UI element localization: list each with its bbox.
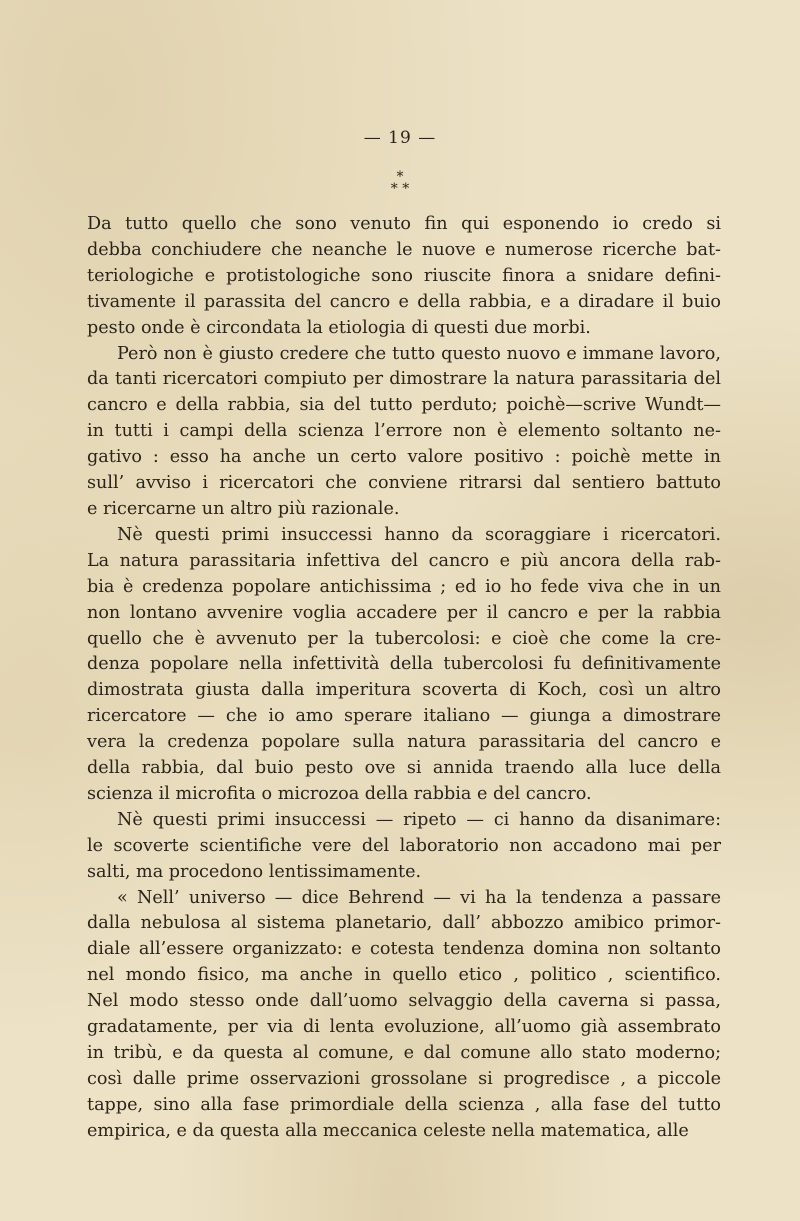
text-line: da tanti ricercatori compiuto per dimostrare la natura parassitaria del xyxy=(87,369,721,390)
text-line: bia è credenza popolare antichissima ; ed io ho fede viva che in un xyxy=(87,576,721,597)
text-line: salti, ma procedono lentissimamente. xyxy=(87,861,422,882)
text-line: pesto onde è circondata la etiologia di questi due morbi. xyxy=(87,317,591,338)
text-line: dimostrata giusta dalla imperitura scoverta di Koch, così un altro xyxy=(87,680,721,701)
text-line: Da tutto quello che sono venuto fin qui esponendo io credo si xyxy=(87,214,721,234)
text-line: e ricercarne un altro più razionale. xyxy=(87,498,400,519)
text-line: Nè questi primi insuccessi hanno da scoraggiare i ricercatori. xyxy=(117,524,721,545)
asterism-top: * xyxy=(396,169,404,185)
text-line: non lontano avvenire voglia accadere per il cancro e per la rabbia xyxy=(87,602,721,623)
text-line: teriologiche e protistologiche sono riuscite finora a snidare defini- xyxy=(87,265,721,286)
paragraph xyxy=(87,808,721,886)
asterism-bottom: * * xyxy=(390,181,410,197)
text-line: in tribù, e da questa al comune, e dal comune allo stato moderno; xyxy=(87,1043,721,1063)
text-line: Però non è giusto credere che tutto questo nuovo e immane lavoro, xyxy=(117,343,721,364)
text-line: denza popolare nella infettività della tubercolosi fu definitivamente xyxy=(87,654,721,675)
text-line: La natura parassitaria infettiva del cancro e più ancora della rab- xyxy=(87,550,721,571)
text-line: gradatamente, per via di lenta evoluzione, all’uomo già assembrato xyxy=(87,1017,721,1038)
body-text xyxy=(87,212,721,1145)
text-line: gativo : esso ha anche un certo valore positivo : poichè mette in xyxy=(87,447,721,468)
text-line: Nè questi primi insuccessi — ripeto — ci hanno da disanimare: xyxy=(117,809,721,830)
paragraph xyxy=(87,342,721,523)
paragraph xyxy=(87,523,721,808)
text-line: tivamente il parassita del cancro e della rabbia, e a diradare il buio xyxy=(87,291,721,312)
text-line: « Nell’ universo — dice Behrend — vi ha la tendenza a passare xyxy=(117,887,721,908)
page-number: — 19 — xyxy=(363,128,437,148)
text-line: in tutti i campi della scienza l’errore non è elemento soltanto ne- xyxy=(87,421,721,442)
paragraph xyxy=(87,886,721,1145)
text-line: debba conchiudere che neanche le nuove e numerose ricerche bat- xyxy=(87,239,721,260)
text-line: scienza il microfita o microzoa della rabbia e del cancro. xyxy=(87,783,592,804)
text-line: sull’ avviso i ricercatori che conviene ritrarsi dal sentiero battuto xyxy=(87,473,721,494)
text-line: così dalle prime osservazioni grossolane si progredisce , a piccole xyxy=(87,1068,721,1089)
section-asterism xyxy=(0,171,800,195)
text-line: empirica, e da questa alla meccanica celeste nella matematica, alle xyxy=(87,1120,689,1141)
text-line: ricercatore — che io amo sperare italiano — giunga a dimostrare xyxy=(87,706,721,727)
paragraph xyxy=(87,212,721,342)
text-line: quello che è avvenuto per la tubercolosi: e cioè che come la cre- xyxy=(87,628,721,649)
text-line: tappe, sino alla fase primordiale della scienza , alla fase del tutto xyxy=(87,1094,721,1115)
text-line: Nel modo stesso onde dall’uomo selvaggio della caverna si passa, xyxy=(87,991,721,1012)
text-line: diale all’essere organizzato: e cotesta tendenza domina non soltanto xyxy=(87,939,721,960)
text-line: nel mondo fisico, ma anche in quello etico , politico , scientifico. xyxy=(87,965,721,986)
text-line: dalla nebulosa al sistema planetario, dall’ abbozzo amibico primor- xyxy=(87,913,721,934)
text-line: vera la credenza popolare sulla natura parassitaria del cancro e xyxy=(87,732,721,753)
text-line: le scoverte scientifiche vere del laboratorio non accadono mai per xyxy=(87,835,721,856)
text-line: della rabbia, dal buio pesto ove si annida traendo alla luce della xyxy=(87,758,721,779)
text-line: cancro e della rabbia, sia del tutto perduto; poichè—scrive Wundt— xyxy=(87,395,721,416)
